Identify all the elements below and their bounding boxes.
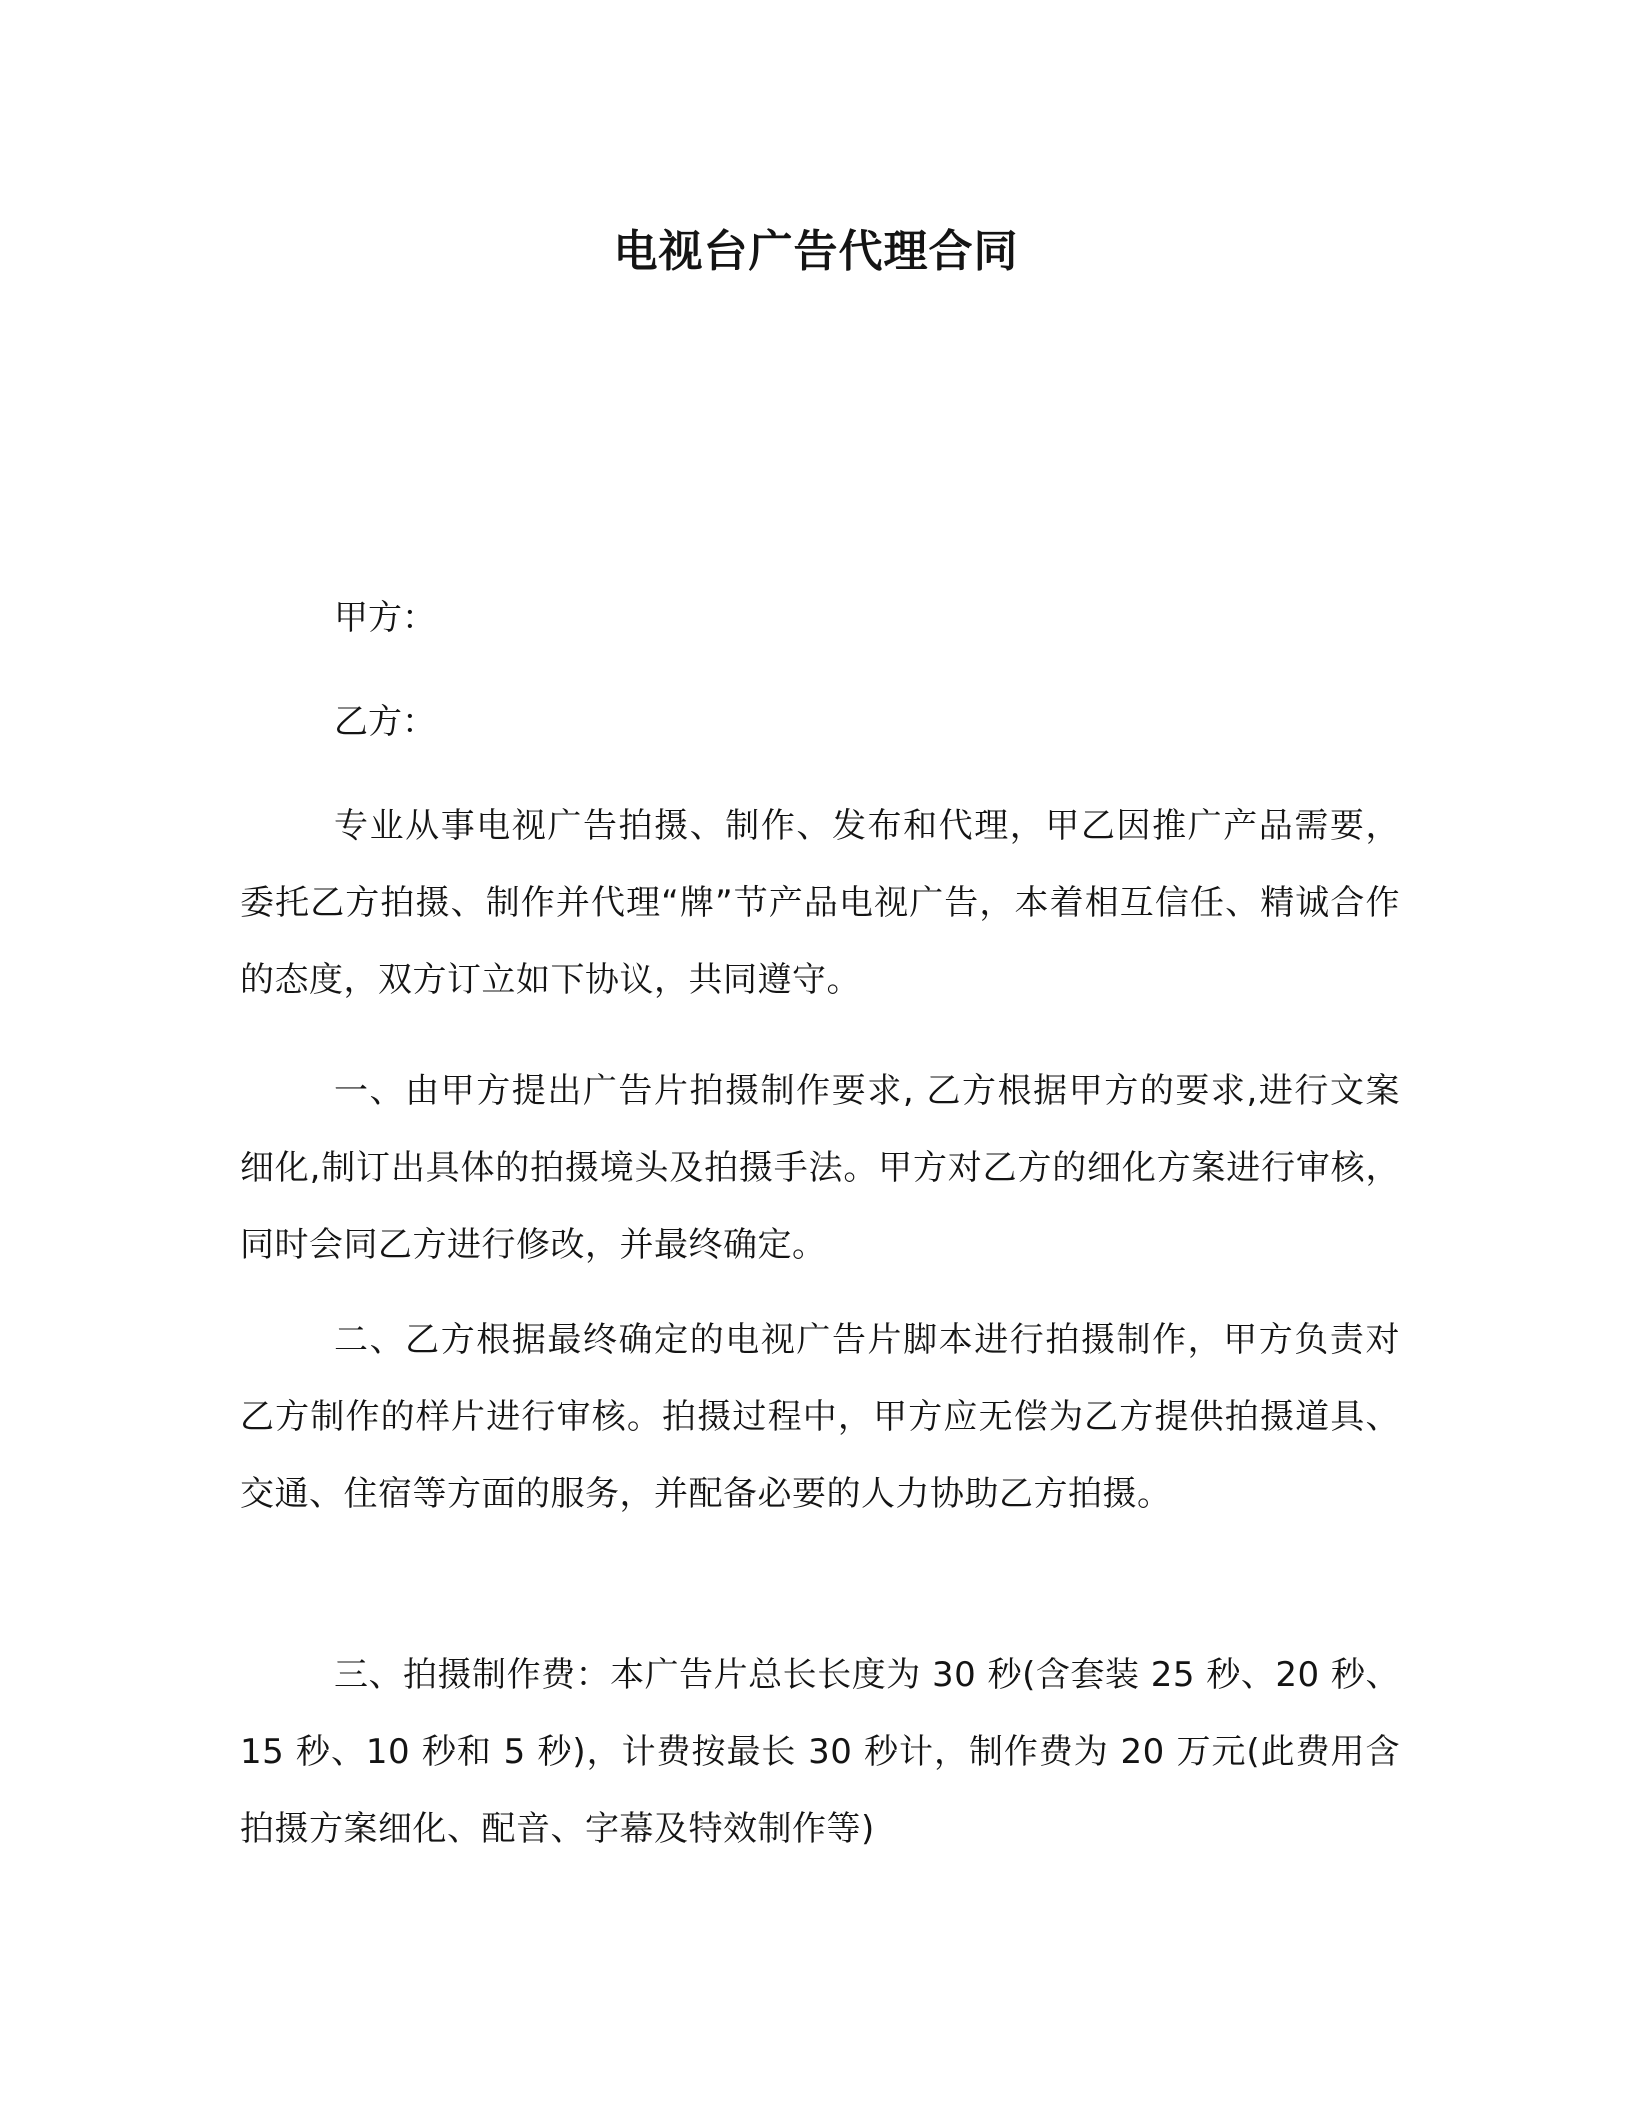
clause-1-paragraph: 一、由甲方提出广告片拍摄制作要求, 乙方根据甲方的要求,进行文案细化,制订出具体的拍摄境头及拍摄手法。甲方对乙方的细化方案进行审核，同时会同乙方进行修改，并最终确定。: [240, 1071, 1400, 1265]
party-b-label: 乙方：: [334, 702, 436, 742]
intro-paragraph: 专业从事电视广告拍摄、制作、发布和代理，甲乙因推广产品需要，委托乙方拍摄、制作并代理“牌”节产品电视广告，本着相互信任、精诚合作的态度，双方订立如下协议，共同遵守。: [240, 806, 1400, 1000]
document-title: 电视台广告代理合同: [613, 226, 1019, 277]
clause-3-paragraph: 三、拍摄制作费：本广告片总长长度为 30 秒(含套装 25 秒、20 秒、15 秒、10 秒和 5 秒)，计费按最长 30 秒计，制作费为 20 万元(此费用含拍摄方案细化、配音、字幕及特效制作等): [240, 1655, 1400, 1849]
clause-2-paragraph: 二、乙方根据最终确定的电视广告片脚本进行拍摄制作，甲方负责对乙方制作的样片进行审核。拍摄过程中，甲方应无偿为乙方提供拍摄道具、交通、住宿等方面的服务，并配备必要的人力协助乙方拍摄。: [240, 1320, 1400, 1514]
party-a-label: 甲方：: [334, 598, 436, 638]
